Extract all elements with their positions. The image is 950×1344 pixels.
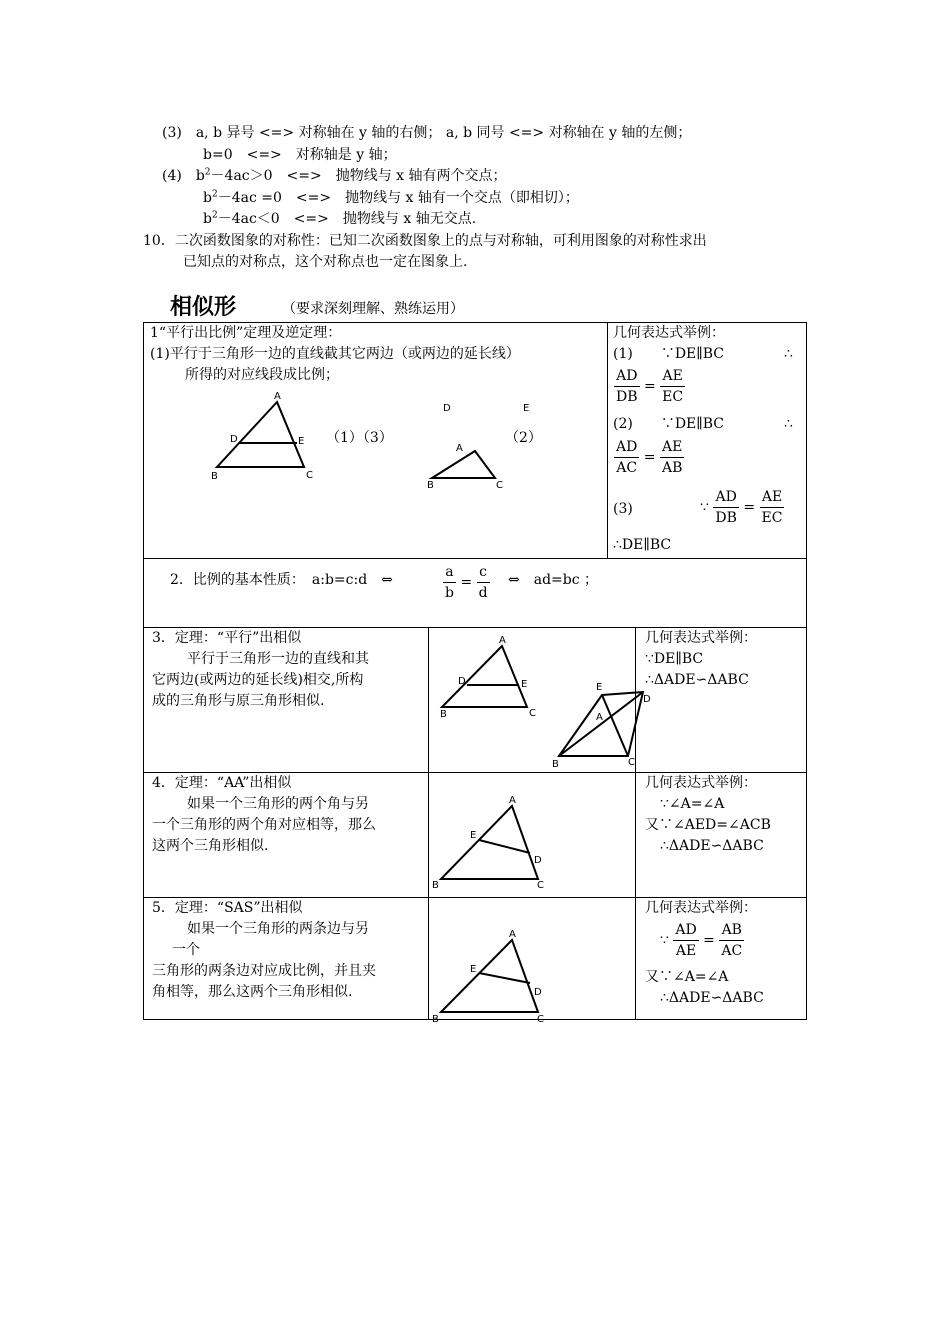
label-c: C (306, 470, 313, 481)
svg-text:D: D (643, 694, 651, 705)
svg-text:A: A (596, 712, 603, 723)
row5-g1: 几何表达式举例： (645, 900, 757, 916)
row1-line3: 所得的对应线段成比例； (185, 367, 339, 383)
label-a: A (274, 391, 281, 402)
row1-right-title: 几何表达式举例： (613, 325, 725, 341)
svg-text:A: A (509, 795, 516, 806)
row4-g3: 又∵∠AED=∠ACB (645, 817, 771, 833)
fraction-ad-ac: $\frac{AD}{AC}$ = $\frac{AE}{AB}$ (616, 439, 683, 476)
row5-g4: ∴ΔADE∽ΔABC (660, 990, 764, 1006)
svg-text:C: C (529, 708, 536, 719)
line-10b: 已知点的对称点，这个对称点也一定在图象上. (183, 254, 468, 270)
row5-line2: 如果一个三角形的两条边与另 (187, 921, 369, 937)
row1-right-2: (2) ∵DE∥BC (613, 416, 725, 432)
line-4c: $b^2-4ac<0$ <=> 抛物线与 x 轴无交点. (203, 210, 477, 227)
row5-line5: 角相等，那么这两个三角形相似. (152, 984, 353, 1000)
row3-g1: 几何表达式举例： (645, 630, 757, 646)
svg-text:C: C (537, 1014, 544, 1025)
row5-heading: 5．定理：“SAS”出相似 (152, 900, 303, 916)
label-e: E (298, 436, 305, 447)
row3-line4: 成的三角形与原三角形相似. (152, 693, 325, 709)
svg-text:B: B (440, 709, 447, 720)
row1-heading: 1“平行出比例”定理及逆定理： (150, 325, 342, 341)
therefore-2: ∴ (784, 416, 793, 432)
svg-text:B: B (552, 759, 559, 770)
row1-line2: (1)平行于三角形一边的直线截其它两边（或两边的延长线） (150, 346, 520, 362)
row4-line4: 这两个三角形相似. (152, 838, 269, 854)
row2-text1: 2．比例的基本性质： a:b=c:d ⇔ (170, 572, 393, 588)
row1-fig-label-2: （2） (505, 430, 542, 446)
line-b0: b=0 <=> 对称轴是 y 轴； (203, 147, 397, 163)
row5-line3: 一个 (172, 942, 200, 958)
label-d: D (230, 434, 238, 445)
row3-g2: ∵DE∥BC (645, 651, 704, 667)
label-b: B (211, 471, 218, 482)
section-subtitle: （要求深刻理解、熟练运用） (282, 301, 464, 317)
row4-heading: 4．定理：“AA”出相似 (152, 775, 292, 791)
row3-g3: ∴ΔADE∽ΔABC (645, 672, 749, 688)
line-4b: $b^2-4ac =0$ <=> 抛物线与 x 轴有一个交点（即相切）； (203, 189, 579, 206)
line-4a: (4) $b^2-4ac>0$ <=> 抛物线与 x 轴有两个交点； (162, 167, 507, 184)
fraction-row2: $\frac{a}{b}$ = $\frac{c}{d}$ (445, 564, 488, 601)
row1-right-3: (3) (613, 501, 633, 517)
svg-text:E: E (470, 830, 477, 841)
row3-line3: 它两边(或两边的延长线)相交,所构 (152, 672, 364, 688)
label-a-2: A (456, 443, 463, 454)
label-b-2: B (427, 480, 434, 491)
row1-fig-label-13: （1）（3） (326, 430, 393, 446)
line-10: 10．二次函数图象的对称性：已知二次函数图象上的点与对称轴，可利用图象的对称性求出 (143, 233, 707, 249)
therefore-1: ∴ (784, 346, 793, 362)
line-3: (3) a, b 异号 <=> 对称轴在 y 轴的右侧； a, b 同号 <=> 对称轴在 y 轴的左侧； (162, 125, 692, 141)
row4-g1: 几何表达式举例： (645, 775, 757, 791)
label-d-2: D (443, 403, 451, 414)
row4-g2: ∵∠A=∠A (660, 796, 725, 812)
svg-text:A: A (499, 635, 506, 646)
svg-text:A: A (509, 929, 516, 940)
svg-text:B: B (432, 880, 439, 891)
row5-line4: 三角形的两条边对应成比例，并且夹 (152, 963, 376, 979)
row1-right-4: ∴DE∥BC (613, 537, 672, 553)
row4-line3: 一个三角形的两个角对应相等，那么 (152, 817, 376, 833)
row3-line2: 平行于三角形一边的直线和其 (187, 651, 369, 667)
label-e-2: E (523, 403, 530, 414)
label-c-2: C (496, 480, 503, 491)
triangle-abc-2 (432, 451, 495, 478)
row4-line2: 如果一个三角形的两个角与另 (187, 796, 369, 812)
svg-text:C: C (628, 757, 635, 768)
fraction-ad-db: $\frac{AD}{DB}$ = $\frac{AE}{EC}$ (616, 368, 684, 405)
section-title: 相似形 (170, 295, 237, 320)
row3-heading: 3．定理：“平行”出相似 (152, 630, 302, 646)
fraction-converse: ∵ $\frac{AD}{DB}$ = $\frac{AE}{EC}$ (700, 489, 783, 526)
row4-g4: ∴ΔADE∽ΔABC (660, 838, 764, 854)
svg-text:D: D (458, 676, 466, 687)
row1-right-1: (1) ∵DE∥BC (613, 346, 725, 362)
svg-text:C: C (537, 880, 544, 891)
row2-text2: ⇔ ad=bc ； (508, 572, 599, 588)
svg-text:E: E (596, 682, 603, 693)
svg-text:E: E (470, 964, 477, 975)
svg-text:B: B (432, 1014, 439, 1025)
row5-g3: 又∵∠A=∠A (645, 969, 729, 985)
svg-text:D: D (534, 855, 542, 866)
svg-text:E: E (521, 679, 528, 690)
fraction-row5: ∵ $\frac{AD}{AE}$ = $\frac{AB}{AC}$ (660, 922, 743, 959)
svg-text:D: D (534, 987, 542, 998)
triangle-row3-a (442, 646, 527, 707)
